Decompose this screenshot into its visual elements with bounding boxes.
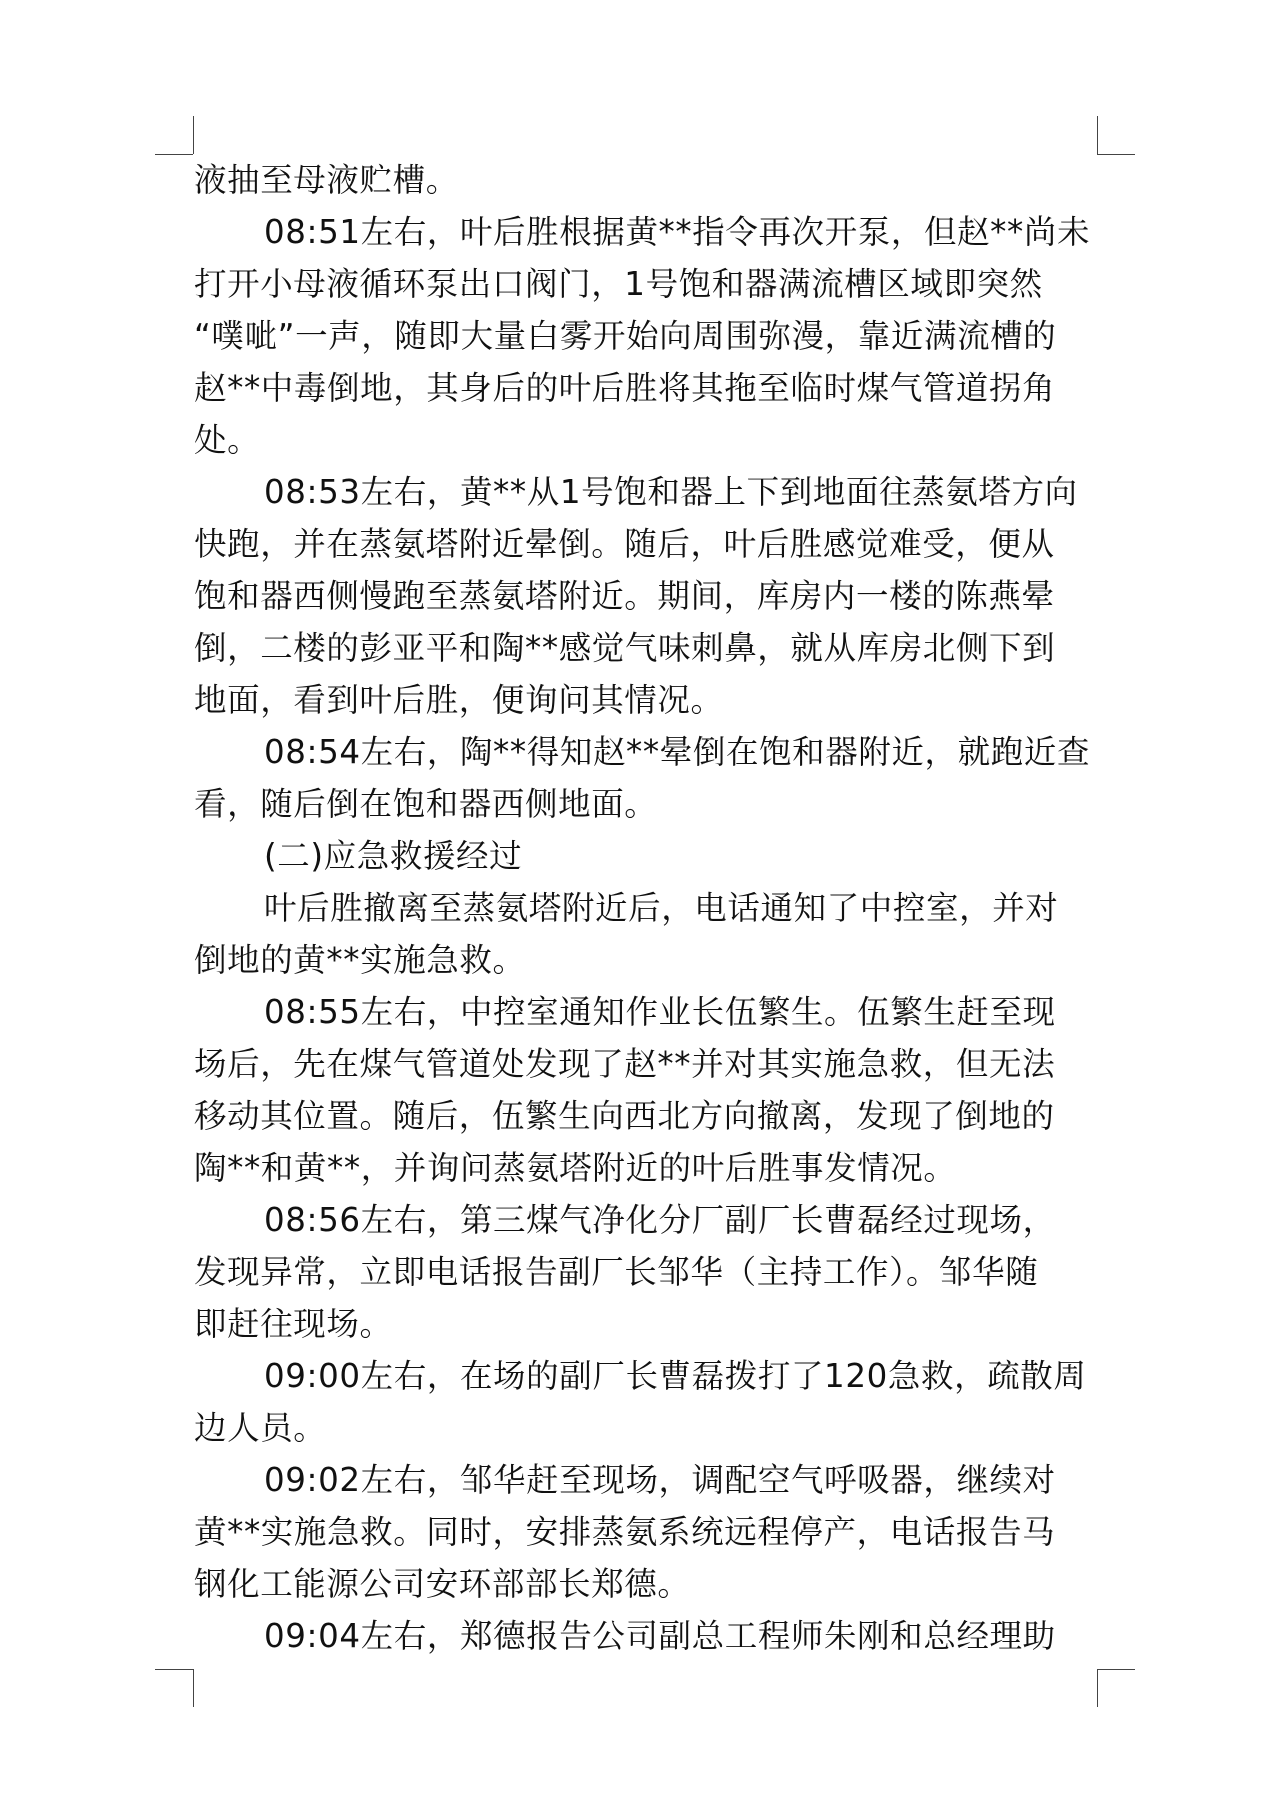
text-line: 看，随后倒在饱和器西侧地面。	[194, 785, 658, 823]
text-line: 倒地的黄**实施急救。	[194, 941, 526, 979]
text-line: 陶**和黄**，并询问蒸氨塔附近的叶后胜事发情况。	[194, 1149, 957, 1187]
text-line: 08:55左右，中控室通知作业长伍繁生。伍繁生赶至现	[264, 993, 1056, 1031]
text-line: 边人员。	[194, 1409, 327, 1447]
crop-mark-top-right-horizontal	[1097, 154, 1135, 155]
text-line: 赵**中毒倒地，其身后的叶后胜将其拖至临时煤气管道拐角	[194, 369, 1056, 407]
text-line: 地面，看到叶后胜，便询问其情况。	[194, 681, 724, 719]
text-line: 08:54左右，陶**得知赵**晕倒在饱和器附近，就跑近查	[264, 733, 1091, 771]
text-line: 发现异常，立即电话报告副厂长邹华（主持工作）。邹华随	[194, 1253, 1039, 1291]
crop-mark-top-left-horizontal	[155, 154, 193, 155]
text-line: 处。	[194, 421, 261, 459]
text-line: 即赶往现场。	[194, 1305, 393, 1343]
text-line: 钢化工能源公司安环部部长郑德。	[194, 1565, 691, 1603]
crop-mark-top-right-vertical	[1097, 116, 1098, 154]
crop-mark-bottom-right-horizontal	[1097, 1669, 1135, 1670]
text-line: 打开小母液循环泵出口阀门，1号饱和器满流槽区域即突然	[194, 265, 1043, 303]
text-line: (二)应急救援经过	[264, 837, 523, 875]
text-line: 叶后胜撤离至蒸氨塔附近后，电话通知了中控室，并对	[264, 889, 1059, 927]
crop-mark-bottom-left-vertical	[193, 1669, 194, 1707]
text-line: 倒，二楼的彭亚平和陶**感觉气味刺鼻，就从库房北侧下到	[194, 629, 1056, 667]
text-line: 饱和器西侧慢跑至蒸氨塔附近。期间，库房内一楼的陈燕晕	[194, 577, 1055, 615]
text-line: 09:04左右，郑德报告公司副总工程师朱刚和总经理助	[264, 1617, 1056, 1655]
text-line: 09:02左右，邹华赶至现场，调配空气呼吸器，继续对	[264, 1461, 1056, 1499]
text-line: 移动其位置。随后，伍繁生向西北方向撤离，发现了倒地的	[194, 1097, 1055, 1135]
crop-mark-top-left-vertical	[193, 116, 194, 154]
text-line: 场后，先在煤气管道处发现了赵**并对其实施急救，但无法	[194, 1045, 1056, 1083]
text-line: 08:56左右，第三煤气净化分厂副厂长曹磊经过现场，	[264, 1201, 1056, 1239]
text-line: 快跑，并在蒸氨塔附近晕倒。随后，叶后胜感觉难受，便从	[194, 525, 1055, 563]
crop-mark-bottom-right-vertical	[1097, 1669, 1098, 1707]
crop-mark-bottom-left-horizontal	[155, 1669, 193, 1670]
text-line: “噗呲”一声，随即大量白雾开始向周围弥漫，靠近满流槽的	[194, 317, 1057, 355]
text-line: 黄**实施急救。同时，安排蒸氨系统远程停产，电话报告马	[194, 1513, 1056, 1551]
document-body	[194, 154, 1097, 1662]
text-line: 液抽至母液贮槽。	[194, 161, 459, 199]
text-line: 08:51左右，叶后胜根据黄**指令再次开泵，但赵**尚未	[264, 213, 1091, 251]
text-line: 09:00左右，在场的副厂长曹磊拨打了120急救，疏散周	[264, 1357, 1087, 1395]
text-line: 08:53左右，黄**从1号饱和器上下到地面往蒸氨塔方向	[264, 473, 1078, 511]
